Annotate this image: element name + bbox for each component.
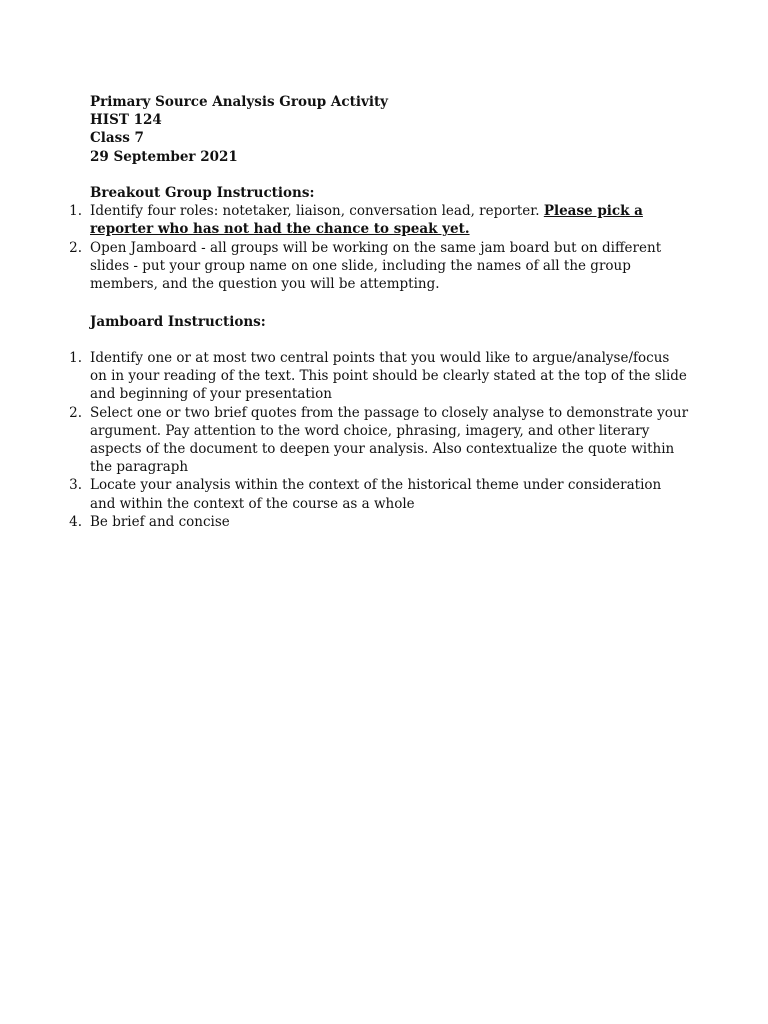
list-item-text: Identify four roles: notetaker, liaison, conversation lead, reporter. [90,203,544,220]
breakout-list [69,202,690,293]
breakout-section [69,184,690,293]
breakout-title: Breakout Group Instructions: [90,185,315,201]
list-item-text: Be brief and concise [90,513,230,530]
list-item-text: Select one or two brief quotes from the passage to closely analyse to demonstrate your argument. Pay attention to the word choice, phrasing, imagery, and other literary aspects of the document to deepen your analysis. Also contextualize the quote within the paragraph [90,404,689,476]
document-header [90,93,388,166]
list-item-number: 1. [69,350,82,366]
list-item [69,239,690,294]
list-item-text: Open Jamboard - all groups will be working on the same jam board but on different slides - put your group name on one slide, including the names of all the group members, and the question you will be attempting. [90,239,662,293]
list-item [69,476,690,512]
list-item-text: Locate your analysis within the context of the historical theme under consideration and within the context of the course as a whole [90,477,662,512]
list-item-number: 1. [69,203,82,220]
list-item-number: 2. [69,404,82,421]
list-item-number: 3. [69,477,82,494]
jamboard-title: Jamboard Instructions: [90,314,266,330]
class-number: Class 7 [90,130,144,147]
reporter-emphasis: Please pick a reporter who has not had the chance to speak yet. [90,203,643,238]
list-item-text: Identify one or at most two central points that you would like to argue/analyse/focus on in your reading of the text. This point should be clearly stated at the top of the slide and beginning of your presentation [90,350,687,403]
document-date: 29 September 2021 [90,148,238,165]
list-item-number: 2. [69,239,82,256]
jamboard-list [69,349,690,531]
list-item [69,349,690,404]
course-code: HIST 124 [90,112,162,129]
list-item-number: 4. [69,513,82,530]
jamboard-section [69,349,690,531]
list-item [69,513,690,531]
list-item [69,202,690,238]
document-title: Primary Source Analysis Group Activity [90,94,389,110]
list-item [69,404,690,477]
